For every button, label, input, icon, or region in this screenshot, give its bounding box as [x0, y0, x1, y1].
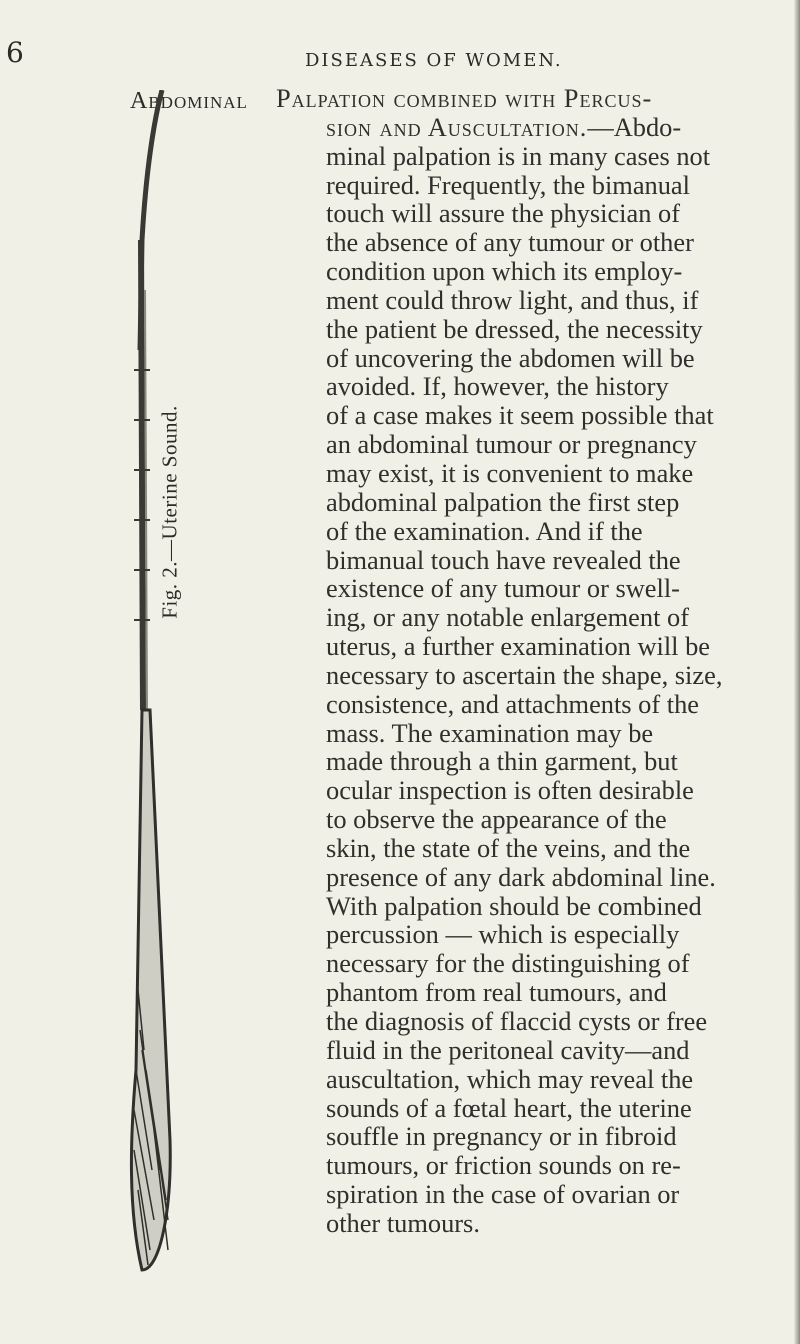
paragraph-line: to observe the appearance of the [326, 804, 667, 835]
paragraph-line: percussion — which is especially [326, 919, 680, 950]
paragraph [276, 142, 722, 1238]
section-heading-lead: Palpation combined with Percus- [276, 83, 653, 113]
paragraph-line: of a case makes it seem possible that [326, 400, 714, 431]
paragraph-line: ment could throw light, and thus, if [326, 284, 699, 315]
paragraph-line: presence of any dark abdominal line. [326, 861, 716, 892]
figure-caption: Fig. 2.—Uterine Sound. [157, 405, 182, 619]
paragraph-line: ocular inspection is often desirable [326, 775, 694, 806]
paragraph-line: consistence, and attachments of the [326, 688, 699, 719]
paragraph-line: auscultation, which may reveal the [326, 1063, 694, 1094]
paragraph-line: ing, or any notable enlargement of [326, 602, 689, 633]
paragraph-line: abdominal palpation the first step [326, 486, 680, 517]
paragraph-line: spiration in the case of ovarian or [326, 1179, 680, 1210]
paragraph-line: souffle in pregnancy or in fibroid [326, 1121, 677, 1152]
paragraph-line: bimanual touch have revealed the [326, 544, 681, 575]
page-number: 6 [6, 36, 24, 69]
paragraph-line: tumours, or friction sounds on re- [326, 1150, 681, 1181]
side-note-text: Abdominal [130, 88, 248, 114]
paragraph-line: avoided. If, however, the history [326, 371, 669, 402]
paragraph-line: skin, the state of the veins, and the [326, 832, 691, 863]
paragraph-line: With palpation should be combined [326, 890, 702, 921]
paragraph-line: necessary to ascertain the shape, size, [326, 659, 723, 690]
running-head: DISEASES OF WOMEN. [305, 50, 563, 71]
paragraph-line: phantom from real tumours, and [326, 977, 667, 1008]
paragraph-line: uterus, a further examination will be [326, 631, 711, 662]
paragraph-line: fluid in the peritoneal cavity—and [326, 1034, 690, 1065]
paragraph-line: minal palpation is in many cases not [326, 140, 711, 171]
body-text [276, 84, 722, 1238]
paragraph-line: mass. The examination may be [326, 717, 654, 748]
paragraph-line: other tumours. [326, 1207, 480, 1238]
heading-line-2 [276, 113, 722, 142]
paragraph-line: the diagnosis of flaccid cysts or free [326, 1006, 708, 1036]
section-heading-cont: sion and Auscultation. [326, 111, 588, 142]
paragraph-line: touch will assure the physician of [326, 198, 680, 229]
paragraph-line: the absence of any tumour or other [326, 227, 694, 258]
paragraph-line: existence of any tumour or swell- [326, 573, 680, 604]
heading-line-1 [276, 84, 722, 113]
paragraph-line: the patient be dressed, the necessity [326, 313, 703, 344]
uterine-sound-illustration [120, 90, 180, 1310]
paragraph-line: sounds of a fœtal heart, the uterine [326, 1092, 692, 1123]
first-line-tail: —Abdo- [587, 111, 682, 142]
paragraph-line: condition upon which its employ- [326, 256, 683, 287]
paragraph-line: of the examination. And if the [326, 515, 643, 546]
paragraph-line: of uncovering the abdomen will be [326, 342, 695, 373]
paragraph-line: may exist, it is convenient to make [326, 457, 694, 488]
sound-shaft [141, 240, 143, 710]
paragraph-line: made through a thin garment, but [326, 746, 678, 777]
paragraph-line: necessary for the distinguishing of [326, 948, 690, 979]
paragraph-line: required. Frequently, the bimanual [326, 169, 690, 200]
paragraph-line: an abdominal tumour or pregnancy [326, 429, 697, 460]
page-edge [794, 0, 800, 1344]
